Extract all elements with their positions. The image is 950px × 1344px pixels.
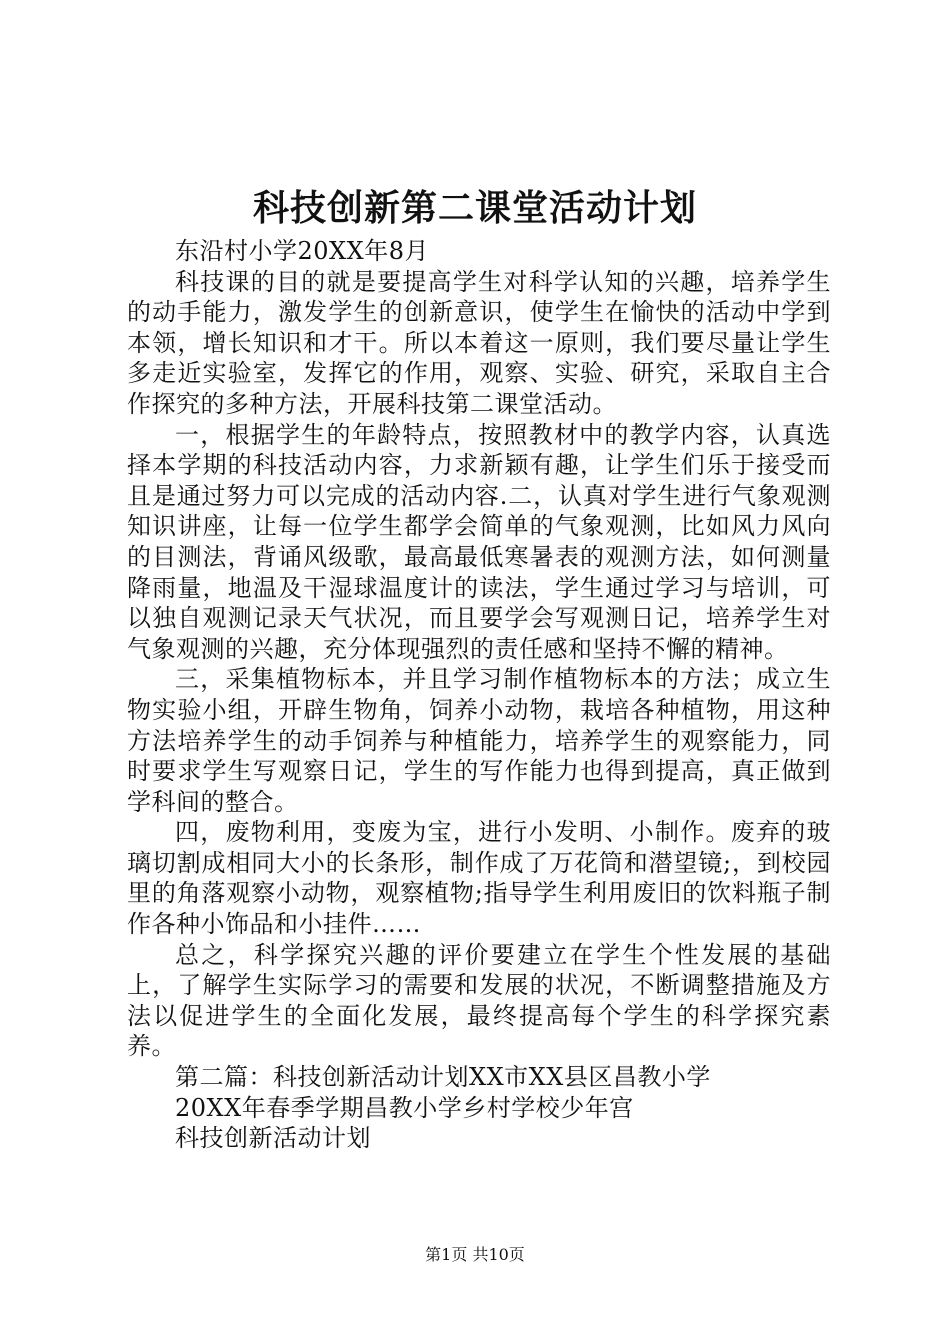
document-title: 科技创新第二课堂活动计划 (252, 187, 697, 229)
document-body (127, 236, 831, 1154)
second-article-title: 科技创新活动计划 (175, 1124, 371, 1153)
page-number-footer: 第1页 共10页 (425, 1245, 525, 1264)
second-article-subheading: 20XX年春季学期昌教小学乡村学校少年宫 (175, 1093, 634, 1122)
author-date-line: 东沿村小学20XX年8月 (175, 237, 429, 265)
paragraph-item-1-2: 一，根据学生的年龄特点，按照教材中的教学内容，认真选择本学期的科技活动内容，力求新颖有趣，让学生们乐于接受而且是通过努力可以完成的活动内容.二，认真对学生进行气象观测知识讲座，让每一位学生都学会简单的气象观测，比如风力风向的目测法，背诵风级歌，最高最低寒暑表的观测方法，如何测量降雨量，地温及干湿球温度计的读法，学生通过学习与培训，可以独自观测记录天气状况，而且要学会写观测日记，培养学生对气象观测的兴趣，充分体现强烈的责任感和坚持不懈的精神。 (127, 420, 831, 663)
paragraph-item-3: 三，采集植物标本，并且学习制作植物标本的方法；成立生物实验小组，开辟生物角，饲养小动物，栽培各种植物，用这种方法培养学生的动手饲养与种植能力，培养学生的观察能力，同时要求学生写观察日记，学生的写作能力也得到提高，真正做到学科间的整合。 (127, 665, 831, 816)
paragraph-summary: 总之，科学探究兴趣的评价要建立在学生个性发展的基础上，了解学生实际学习的需要和发展的状况，不断调整措施及方法以促进学生的全面化发展，最终提高每个学生的科学探究素养。 (127, 940, 831, 1061)
paragraph-intro: 科技课的目的就是要提高学生对科学认知的兴趣，培养学生的动手能力，激发学生的创新意识，使学生在愉快的活动中学到本领，增长知识和才干。所以本着这一原则，我们要尽量让学生多走近实验室，发挥它的作用，观察、实验、研究，采取自主合作探究的多种方法，开展科技第二课堂活动。 (127, 267, 831, 418)
second-article-heading: 第二篇：科技创新活动计划XX市XX县区昌教小学 (175, 1063, 711, 1092)
paragraph-item-4: 四，废物利用，变废为宝，进行小发明、小制作。废弃的玻璃切割成相同大小的长条形，制作成了万花筒和潜望镜;，到校园里的角落观察小动物，观察植物;指导学生利用废旧的饮料瓶子制作各种小饰品和小挂件…… (127, 818, 831, 939)
